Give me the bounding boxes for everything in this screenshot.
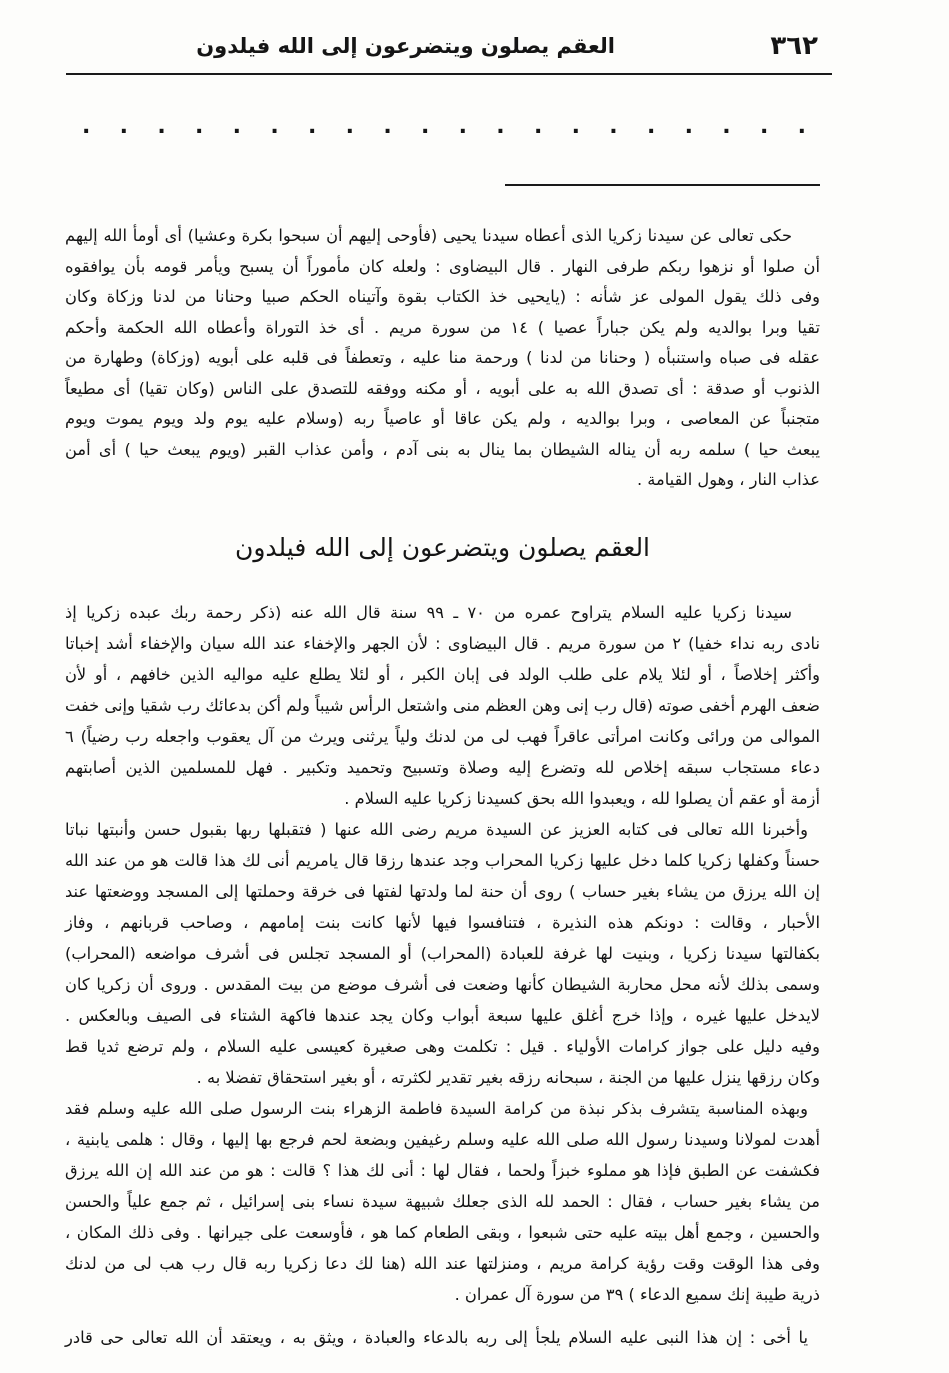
intro-paragraph xyxy=(65,221,820,496)
page-header xyxy=(65,22,820,68)
text-line: فكشفت عن الطبق فإذا هو مملوء خبزاً ولحما ، فقال لها : أنى لك هذا ؟ قالت : هو من عند الله إن الله يرزق xyxy=(65,1161,820,1180)
text-line: عقله فى صباه واستنبأه ( وحنانا من لدنا ) ورحمة منا عليه ، وتعطفاً فى قلبه على أبويه (وزكاة) وطهارة من xyxy=(65,348,820,367)
text-line: الأحبار ، وقالت : دونكم هذه النذيرة ، فتنافسوا فيها لأنها كانت بنت إمامهم ، وصاحب قربانهم ، وفاز xyxy=(65,913,820,932)
text-line: عذاب النار ، وهول القيامة . xyxy=(636,470,820,489)
text-line: نادى ربه نداء خفيا) ٢ من سورة مريم . قال البيضاوى : لأن الجهر والإخفاء عند الله سيان والإخفاء أشد إخباتا xyxy=(65,634,820,653)
text-line: حكى تعالى عن سيدنا زكريا الذى أعطاه سيدنا يحيى (فأوحى إليهم أن سبحوا بكرة وعشيا) أى أومأ الله إليهم xyxy=(65,226,792,245)
text-line: الموالى من ورائى وكانت امرأتى عاقراً فهب لى من لدنك ولياً يرثنى ويرث من آل يعقوب واجعله رب رضياً) ٦ xyxy=(65,727,820,746)
paragraph xyxy=(65,1322,820,1353)
text-line: وفى هذا الوقت وقت رؤية كرامة مريم ، ومنزلتها عند الله (هنا لك دعا زكريا ربه قال رب هب لى من لدنك xyxy=(65,1254,820,1273)
text-line: يبعث حيا ) سلمه ربه أن يناله الشيطان بما ينال به بنى آدم ، وأمن عذاب القبر (ويوم يبعث حيا ) أى أمن xyxy=(65,439,820,459)
text-line: بكفالتها سيدنا زكريا ، وبنيت لها غرفة للعبادة (المحراب) أو المسجد تجلس فى أشرف مواضعه (المحراب) xyxy=(65,944,820,963)
text-line: من يشاء بغير حساب ، فقال : الحمد لله الذى جعلك شبيهة سيدة نساء بنى إسرائيل ، ثم جمع علياً والحسن xyxy=(65,1192,820,1211)
paragraph xyxy=(65,1093,820,1310)
text-line: وفيه دليل على جواز كرامات الأولياء . قيل : تكلمت وهى صغيرة كعيسى عليه السلام ، ولم ترضع ثديا قط xyxy=(65,1037,820,1056)
text-line: وأكثر إخلاصاً ، أو لئلا يلام على طلب الولد فى إبان الكبر ، أو لئلا يطلع عليه مواليه الذين خافهم ، أو لأن xyxy=(65,665,820,684)
text-line: أزمة أو عقم أن يصلوا لله ، ويعبدوا الله بحق كسيدنا زكريا عليه السلام . xyxy=(344,789,820,808)
text-line: الذنوب أو صدقة : أى تصدق الله به على أبويه ، أو مكنه ووفقه للتصدق على الناس (وكان تقيا) أى مطيعاً xyxy=(65,378,820,398)
text-line: ضعف الهرم أخفى صوته (قال رب إنى وهن العظم منى واشتعل الرأس شيباً ولم أكن بدعائك رب شقيا وإنى خفت xyxy=(65,696,820,715)
page-number: ٣٦٢ xyxy=(770,31,818,61)
text-line: أن صلوا أو نزهوا ربكم طرفى النهار . قال البيضاوى : ولعله كان مأموراً أن يسبح ويأمر قومه بأن يوافقوه xyxy=(65,256,820,276)
text-line: لايدخل عليها غيره ، وإذا خرج أغلق عليها سبعة أبواب وكان يجد عندها فاكهة الشتاء فى الصيف وبالعكس . xyxy=(65,1006,820,1025)
header-rule xyxy=(66,73,832,75)
text-line: أهدت لمولانا وسيدنا رسول الله صلى الله عليه وسلم رغيفين وبضعة لحم فرجع بها إليها ، وقال : هلمى يابنية ، xyxy=(65,1130,820,1149)
text-line: وبهذه المناسبة يتشرف بذكر نبذة من كرامة السيدة فاطمة الزهراء بنت الرسول صلى الله عليه وسلم فقد xyxy=(65,1099,808,1118)
text-line: سيدنا زكريا عليه السلام يتراوح عمره من ٧٠ ـ ٩٩ سنة قال الله عنه (ذكر رحمة ربك عبده زكريا إذ xyxy=(65,603,792,622)
text-line: وسمى بذلك لأنه محل محاربة الشيطان كأنها وضعت فى أشرف موضع من بيت المقدس . وروى أن زكريا كان xyxy=(65,975,820,994)
running-title: العقم يصلون ويتضرعون إلى الله فيلدون xyxy=(196,34,615,58)
text-line: يا أخى : إن هذا النبى عليه السلام يلجأ إلى ربه بالدعاء والعبادة ، ويثق به ، ويعتقد أن الله تعالى حى قادر xyxy=(65,1328,808,1347)
text-line: تقيا وبرا بوالديه ولم يكن جباراً عصيا ) ١٤ من سورة مريم . أى خذ التوراة وأعطاه الله الحكمة وأحكم xyxy=(65,317,820,337)
footnote-rule xyxy=(505,184,820,186)
text-line: إن الله يرزق من يشاء بغير حساب ) روى أن حنة لما ولدتها لفتها فى خرقة وحملتها إلى المسجد ووضعتها عند xyxy=(65,882,820,901)
section-heading: العقم يصلون ويتضرعون إلى الله فيلدون xyxy=(234,533,651,562)
text-line: وأخبرنا الله تعالى فى كتابه العزيز عن السيدة مريم رضى الله عنها ( فتقبلها ربها بقبول حسن وأنبتها نباتا xyxy=(65,820,808,839)
text-line: والحسين ، وجمع أهل بيته عليه حتى شبعوا ، وبقى الطعام كما هو ، فأوسعت على جيرانها . وفى ذلك المكان ، xyxy=(65,1223,820,1242)
text-line: متجنباً عن المعاصى ، وبرا بوالديه ، ولم يكن عاقا أو عاصياً ربه (وسلام عليه يوم ولد ويوم يموت ويوم xyxy=(65,409,820,428)
text-line: وكان رزقها ينزل عليها من الجنة ، سبحانه رزقه بغير تقدير لكثرته ، أو بغير استحقاق تفضلا به . xyxy=(196,1068,820,1087)
text-line: دعاء مستجاب سبقه إخلاص لله وتضرع إليه وصلاة وتسبيح وتحميد وتكبير . فهل للمسلمين الذين أصابتهم xyxy=(65,758,820,777)
text-line: ذرية طيبة إنك سميع الدعاء ) ٣٩ من سورة آل عمران . xyxy=(454,1285,820,1304)
paragraph xyxy=(65,814,820,1093)
section-body xyxy=(65,597,820,1310)
text-line: حسناً وكفلها زكريا كلما دخل عليها زكريا المحراب وجد عندها رزقا قال يامريم أنى لك هذا قالت هو من عند الله xyxy=(65,851,820,870)
paragraph xyxy=(65,597,820,814)
text-line: وفى ذلك يقول المولى عز شأنه : (يايحيى خذ الكتاب بقوة وآتيناه الحكم صبيا وحنانا من لدنا وزكاة وكان xyxy=(65,287,820,306)
separator-dots: . . . . . . . . . . . . . . . . . . . . xyxy=(82,114,806,139)
